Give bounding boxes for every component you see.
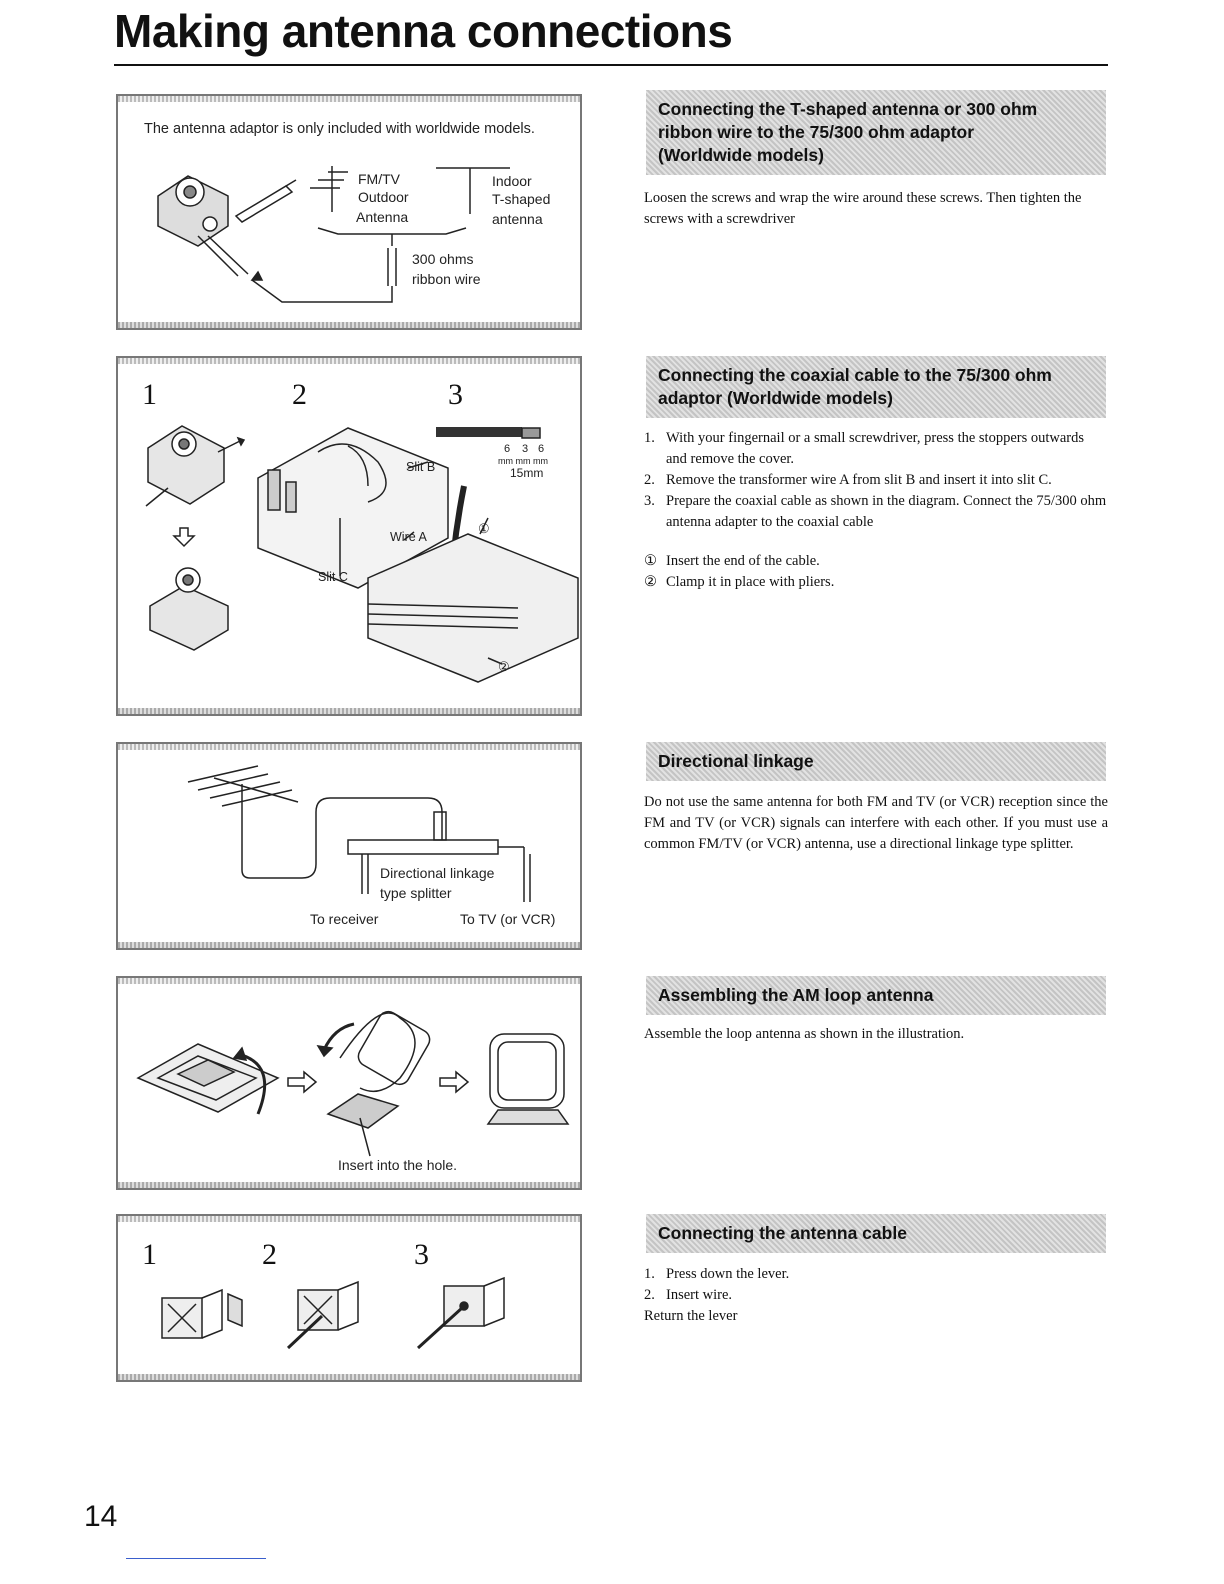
- list-item-number: 1.: [644, 430, 655, 446]
- splitter-label-1: Directional linkage: [380, 865, 495, 881]
- list-item-text: Press down the lever.: [666, 1266, 790, 1282]
- list-item-number: 3.: [644, 493, 655, 509]
- list-item-text: Remove the transformer wire A from slit B and insert it into slit C.: [666, 472, 1052, 488]
- page-title: Making antenna connections: [114, 5, 733, 57]
- heading-coaxial-line-2: adaptor (Worldwide models): [658, 388, 893, 408]
- list-item: [644, 428, 1108, 470]
- heading-t-shaped-line-2: ribbon wire to the 75/300 ohm adaptor: [658, 122, 975, 142]
- heading-coaxial-line-1: Connecting the coaxial cable to the 75/300 ohm: [658, 365, 1052, 385]
- list-item: [644, 572, 1108, 593]
- cable-illustration: [118, 1216, 582, 1382]
- mark-1: ①: [478, 521, 490, 536]
- heading-coaxial: [646, 356, 1106, 418]
- section-am-loop-body: [644, 1024, 1108, 1045]
- to-tv-label: To TV (or VCR): [460, 911, 556, 927]
- wire-a-label: Wire A: [390, 530, 427, 544]
- to-receiver-label: To receiver: [310, 911, 379, 927]
- indoor-label-3: antenna: [492, 211, 543, 227]
- heading-am-loop-text: Assembling the AM loop antenna: [658, 985, 934, 1005]
- coaxial-illustration: [118, 358, 582, 716]
- footer-line: [126, 1558, 266, 1559]
- list-item: [644, 551, 1108, 572]
- t-shaped-text: Loosen the screws and wrap the wire around these screws. Then tighten the screws with a screwdriver: [644, 190, 1082, 227]
- outdoor-label-1: FM/TV: [358, 171, 400, 187]
- heading-cable-text: Connecting the antenna cable: [658, 1223, 907, 1243]
- heading-cable: [646, 1214, 1106, 1253]
- slit-b-label: Slit B: [406, 460, 436, 474]
- list-item-text: With your fingernail or a small screwdriver, press the stoppers outwards and remove the cover.: [666, 430, 1085, 467]
- am-loop-text: Assemble the loop antenna as shown in the illustration.: [644, 1026, 965, 1042]
- section-cable-body: [644, 1264, 1108, 1327]
- list-item-number: 1.: [644, 1266, 655, 1282]
- heading-t-shaped-line-1: Connecting the T-shaped antenna or 300 ohm: [658, 99, 1038, 119]
- directional-text: Do not use the same antenna for both FM and TV (or VCR) reception since the FM and TV (or VCR) signals can interfere with each other. If you must use a common FM/TV (or VCR) antenna, use a directional linkage type splitter.: [644, 794, 1108, 852]
- list-item-text: Prepare the coaxial cable as shown in the diagram. Connect the 75/300 ohm antenna adapter to the coaxial cable: [666, 493, 1107, 530]
- ribbon-label-2: ribbon wire: [412, 271, 481, 287]
- figure-splitter: [116, 742, 582, 950]
- figure-adaptor: [116, 94, 582, 330]
- page-number: 14: [84, 1500, 118, 1533]
- dim-6a: 6: [504, 443, 511, 455]
- cable-step-2: 2: [262, 1238, 277, 1271]
- ribbon-label-1: 300 ohms: [412, 251, 474, 267]
- splitter-label-2: type splitter: [380, 885, 452, 901]
- list-item-text: Clamp it in place with pliers.: [666, 574, 835, 590]
- outdoor-label-3: Antenna: [356, 209, 409, 225]
- cable-return-text: Return the lever: [644, 1308, 738, 1324]
- list-item-number: ①: [644, 553, 657, 569]
- list-item: [644, 1264, 1108, 1285]
- dim-6b: 6: [538, 443, 545, 455]
- heading-t-shaped: [646, 90, 1106, 175]
- heading-directional: [646, 742, 1106, 781]
- list-item-text: Insert wire.: [666, 1287, 733, 1303]
- dim-3: 3: [522, 443, 529, 455]
- section-directional-body: [644, 792, 1108, 855]
- heading-t-shaped-line-3: (Worldwide models): [658, 145, 824, 165]
- mark-2: ②: [498, 659, 510, 674]
- list-item-text: Insert the end of the cable.: [666, 553, 820, 569]
- spacer: [644, 533, 1108, 551]
- figure-coaxial: [116, 356, 582, 716]
- dim-total: 15mm: [510, 466, 544, 480]
- list-item: [644, 470, 1108, 491]
- slit-c-label: Slit C: [318, 570, 348, 584]
- cable-step-1: 1: [142, 1238, 157, 1271]
- heading-am-loop: [646, 976, 1106, 1015]
- list-item: [644, 491, 1108, 533]
- section-t-shaped-body: [644, 188, 1108, 230]
- indoor-label-2: T-shaped: [492, 191, 551, 207]
- figure-am-loop: [116, 976, 582, 1190]
- adaptor-note: The antenna adaptor is only included with worldwide models.: [144, 121, 535, 137]
- title-rule: [114, 64, 1108, 66]
- am-loop-caption: Insert into the hole.: [338, 1157, 458, 1173]
- outdoor-label-2: Outdoor: [358, 189, 409, 205]
- heading-directional-text: Directional linkage: [658, 751, 814, 771]
- list-item-number: 2.: [644, 472, 655, 488]
- list-item-number: 2.: [644, 1287, 655, 1303]
- list-item-number: ②: [644, 574, 657, 590]
- coax-step-1: 1: [142, 378, 157, 411]
- cable-step-3: 3: [414, 1238, 429, 1271]
- list-item: [644, 1285, 1108, 1306]
- section-coaxial-body: [644, 428, 1108, 593]
- figure-cable: [116, 1214, 582, 1382]
- coax-step-3: 3: [448, 378, 463, 411]
- coax-step-2: 2: [292, 378, 307, 411]
- dim-units: mm mm mm: [498, 456, 548, 466]
- indoor-label-1: Indoor: [492, 173, 532, 189]
